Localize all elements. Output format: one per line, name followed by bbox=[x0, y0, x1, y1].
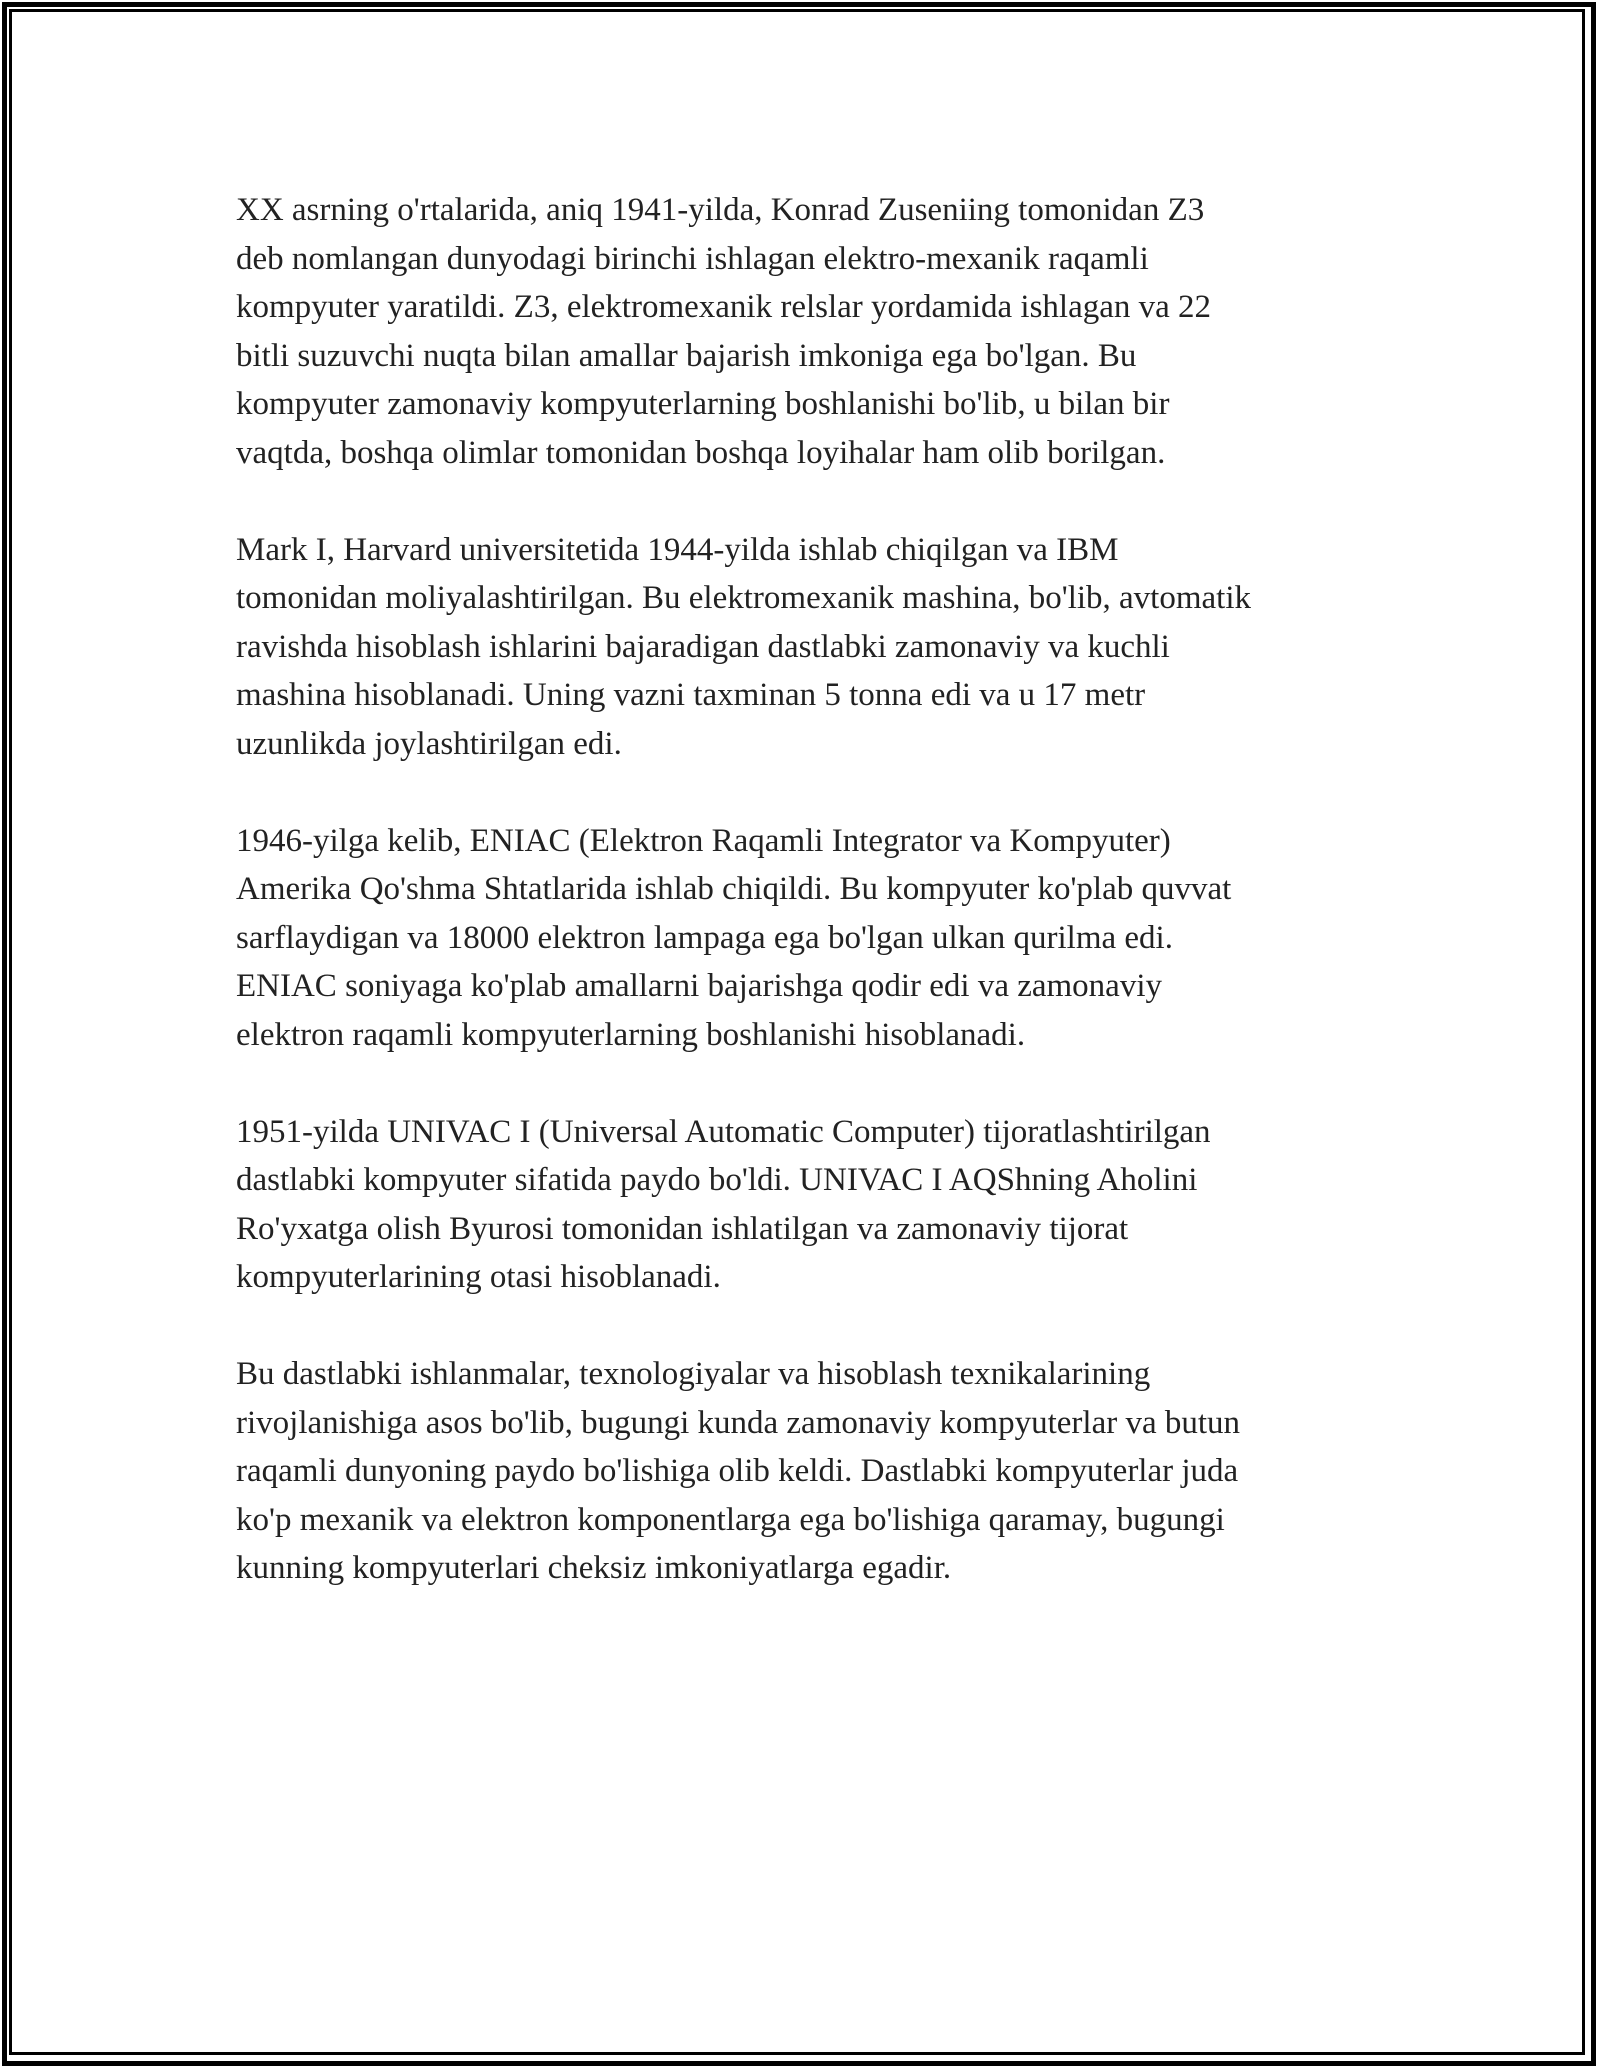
text-line: bitli suzuvchi nuqta bilan amallar bajarish imkoniga ega bo'lgan. Bu bbox=[236, 337, 1137, 374]
text-line: ravishda hisoblash ishlarini bajaradigan dastlabki zamonaviy va kuchli bbox=[236, 628, 1170, 665]
text-line: kunning kompyuterlari cheksiz imkoniyatlarga egadir. bbox=[236, 1550, 952, 1586]
paragraph-mark-i bbox=[236, 526, 1376, 769]
text-line: Amerika Qo'shma Shtatlarida ishlab chiqildi. Bu kompyuter ko'plab quvvat bbox=[236, 871, 1232, 907]
text-line: ENIAC soniyaga ko'plab amallarni bajarishga qodir edi va zamonaviy bbox=[236, 968, 1162, 1004]
text-line: elektron raqamli kompyuterlarning boshlanishi hisoblanadi. bbox=[236, 1016, 1026, 1053]
paragraph-conclusion bbox=[236, 1350, 1376, 1593]
paragraph-eniac bbox=[236, 817, 1376, 1060]
text-line: kompyuter zamonaviy kompyuterlarning boshlanishi bo'lib, u bilan bir bbox=[236, 386, 1170, 422]
text-line: deb nomlangan dunyodagi birinchi ishlagan elektro-mexanik raqamli bbox=[236, 240, 1149, 277]
text-line: kompyuter yaratildi. Z3, elektromexanik relslar yordamida ishlagan va 22 bbox=[236, 289, 1212, 325]
text-line: sarflaydigan va 18000 elektron lampaga ega bo'lgan ulkan qurilma edi. bbox=[236, 919, 1173, 956]
text-line: ko'p mexanik va elektron komponentlarga ega bo'lishiga qaramay, bugungi bbox=[236, 1501, 1225, 1538]
text-line: vaqtda, boshqa olimlar tomonidan boshqa loyihalar ham olib borilgan. bbox=[236, 434, 1166, 471]
paragraph-univac bbox=[236, 1108, 1376, 1302]
text-line: Bu dastlabki ishlanmalar, texnologiyalar va hisoblash texnikalarining bbox=[236, 1356, 1151, 1392]
text-line: uzunlikda joylashtirilgan edi. bbox=[236, 725, 622, 762]
text-line: mashina hisoblanadi. Uning vazni taxminan 5 tonna edi va u 17 metr bbox=[236, 677, 1146, 713]
text-line: raqamli dunyoning paydo bo'lishiga olib keldi. Dastlabki kompyuterlar juda bbox=[236, 1453, 1239, 1489]
document-body bbox=[236, 186, 1376, 1641]
text-line: 1951-yilda UNIVAC I (Universal Automatic Computer) tijoratlashtirilgan bbox=[236, 1113, 1211, 1150]
text-line: Mark I, Harvard universitetida 1944-yilda ishlab chiqilgan va IBM bbox=[236, 531, 1119, 568]
text-line: dastlabki kompyuter sifatida paydo bo'ldi. UNIVAC I AQShning Aholini bbox=[236, 1162, 1198, 1198]
text-line: kompyuterlarining otasi hisoblanadi. bbox=[236, 1259, 721, 1295]
paragraph-z3 bbox=[236, 186, 1376, 477]
text-line: tomonidan moliyalashtirilgan. Bu elektromexanik mashina, bo'lib, avtomatik bbox=[236, 580, 1252, 616]
text-line: Ro'yxatga olish Byurosi tomonidan ishlatilgan va zamonaviy tijorat bbox=[236, 1210, 1129, 1247]
text-line: rivojlanishiga asos bo'lib, bugungi kunda zamonaviy kompyuterlar va butun bbox=[236, 1404, 1241, 1441]
text-line: 1946-yilga kelib, ENIAC (Elektron Raqamli Integrator va Kompyuter) bbox=[236, 822, 1171, 859]
text-line: XX asrning o'rtalarida, aniq 1941-yilda, Konrad Zuseniing tomonidan Z3 bbox=[236, 192, 1205, 228]
